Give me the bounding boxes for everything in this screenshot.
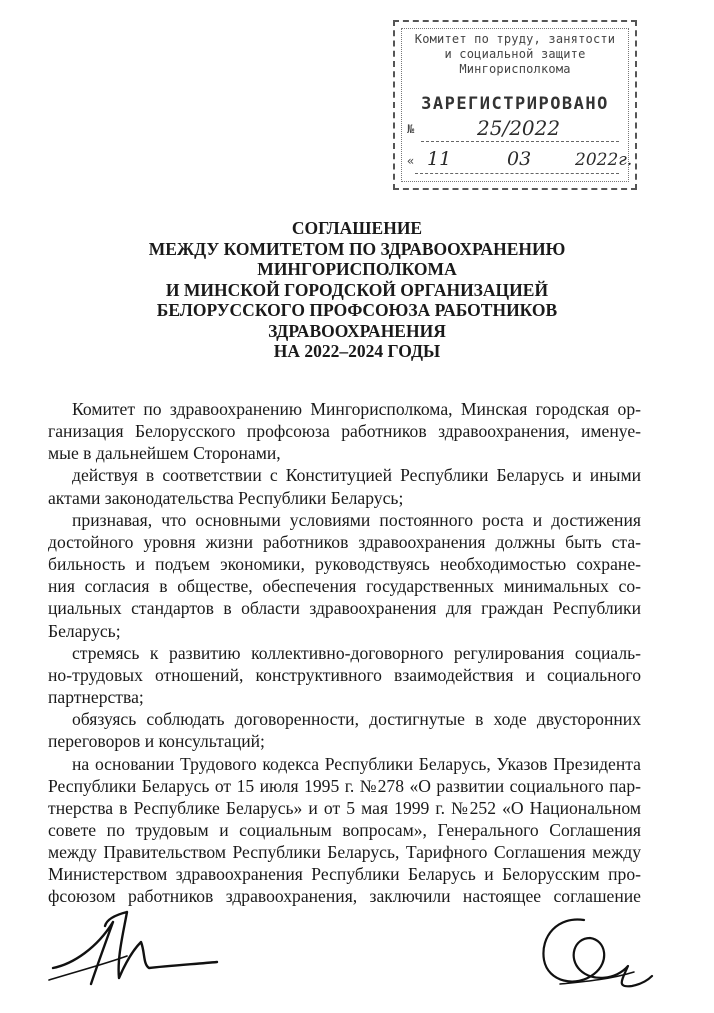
body-line: между Правительством Республики Беларусь, Тарифного Соглашения между [48, 842, 641, 863]
stamp-number-row [407, 116, 623, 146]
signature-left [45, 906, 220, 991]
body-line: стремясь к развитию коллективно-договорного регулирования социаль- [72, 642, 641, 663]
body-line: Комитет по здравоохранению Мингорисполкома, Минская городская ор- [72, 399, 641, 419]
body-line: мые в дальнейшем Сторонами, [48, 443, 281, 464]
body-line: Министерством здравоохранения Республики Беларусь и Белорусским про- [48, 864, 641, 885]
body-line: ния согласия в обществе, обеспечения государственных минимальных со- [48, 576, 641, 597]
stamp-month: 03 [507, 148, 532, 170]
stamp-organization [395, 32, 635, 77]
body-line: переговоров и консультаций; [48, 731, 265, 752]
title-line: БЕЛОРУССКОГО ПРОФСОЮЗА РАБОТНИКОВ [156, 300, 558, 320]
body-line: партнерства; [48, 687, 144, 708]
body-line: актами законодательства Республики Беларусь; [48, 487, 404, 508]
stamp-year: 2022г. [575, 150, 633, 170]
stamp-org-line: Комитет по труду, занятости [414, 32, 616, 46]
body-line: но-трудовых отношений, конструктивного взаимодействия и социального [48, 664, 641, 685]
stamp-date-underline [415, 173, 619, 174]
stamp-date-quote: « [407, 154, 415, 168]
title-line: МИНГОРИСПОЛКОМА [257, 259, 457, 279]
stamp-number: 25/2022 [477, 116, 561, 140]
body-line: фсоюзом работников здравоохранения, заключили настоящее соглашение [48, 886, 641, 907]
title-line: И МИНСКОЙ ГОРОДСКОЙ ОРГАНИЗАЦИЕЙ [165, 279, 549, 300]
body-line: обязуясь соблюдать договоренности, достигнутые в ходе двусторонних [72, 709, 641, 730]
stamp-number-prefix: № [407, 122, 415, 136]
body-line: на основании Трудового кодекса Республики Беларусь, Указов Президента [72, 753, 641, 774]
title-line: ЗДРАВООХРАНЕНИЯ [268, 320, 446, 341]
stamp-registered-label: ЗАРЕГИСТРИРОВАНО [421, 94, 609, 114]
title-line: СОГЛАШЕНИЕ [291, 218, 423, 238]
body-line: Беларусь; [48, 620, 121, 641]
title-line: МЕЖДУ КОМИТЕТОМ ПО ЗДРАВООХРАНЕНИЮ [148, 238, 566, 259]
agreement-title [60, 218, 654, 362]
stamp-date-row [407, 148, 633, 178]
body-line: циальных стандартов в области здравоохранения для граждан Республики [48, 598, 641, 619]
body-line: тнерства в Республике Беларусь» и от 5 мая 1999 г. №252 «О Национальном [48, 797, 641, 818]
body-line: действуя в соответствии с Конституцией Республики Беларусь и иными [72, 465, 641, 486]
registration-stamp [393, 20, 637, 190]
body-line: признавая, что основными условиями постоянного роста и достижения [72, 509, 641, 530]
stamp-number-underline [421, 141, 619, 142]
body-line: ганизация Белорусского профсоюза работников здравоохранения, именуе- [48, 421, 641, 442]
stamp-org-line: и социальной защите [444, 47, 586, 61]
title-line: НА 2022–2024 ГОДЫ [273, 341, 441, 361]
agreement-preamble [48, 398, 641, 908]
body-line: бильность и подъем экономики, руководствуясь необходимостью сохране- [48, 554, 641, 575]
stamp-org-line: Мингорисполкома [459, 62, 571, 76]
body-line: Республики Беларусь от 15 июля 1995 г. №278 «О развитии социального пар- [48, 775, 641, 796]
body-line: совете по трудовым и социальным вопросам», Генерального Соглашения [48, 819, 641, 840]
signature-right [524, 910, 654, 995]
stamp-day: 11 [427, 148, 452, 170]
body-line: достойного уровня жизни работников здравоохранения должны быть ста- [48, 531, 641, 552]
